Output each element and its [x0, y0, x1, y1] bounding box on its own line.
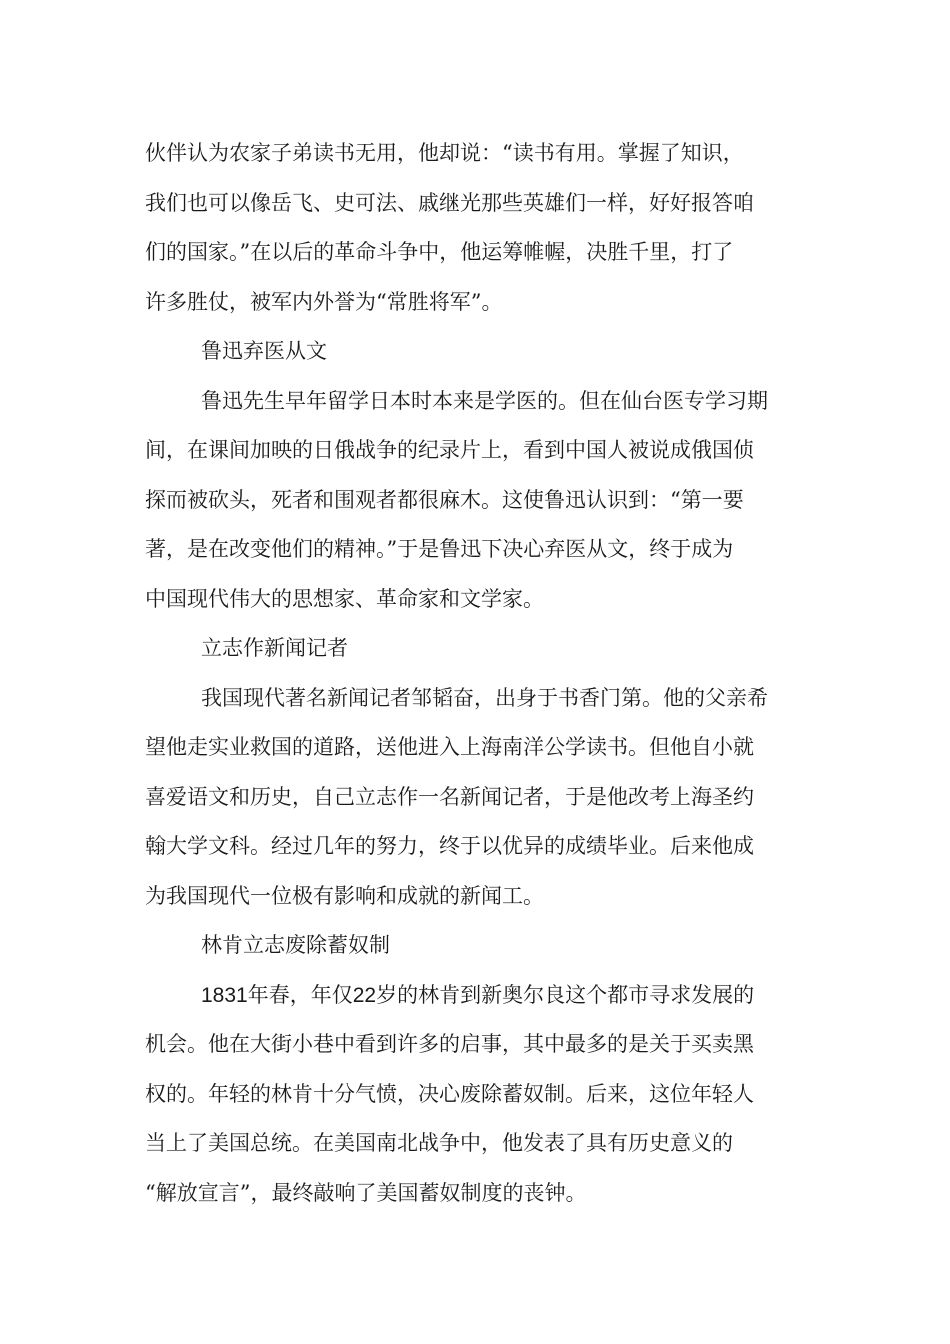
text-line: 著，是在改变他们的精神。”于是鲁迅下决心弃医从文，终于成为	[145, 537, 734, 561]
text-fragment: 年春，年仅	[247, 982, 353, 1007]
text-line: 为我国现代一位极有影响和成就的新闻工。	[145, 883, 544, 908]
text-line: 许多胜仗，被军内外誉为“常胜将军”。	[145, 289, 503, 314]
year-number: 1831	[201, 983, 248, 1007]
section-heading-luxun: 鲁迅弃医从文	[201, 339, 327, 363]
text-line: 翰大学文科。经过几年的努力，终于以优异的成绩毕业。后来他成	[145, 834, 754, 858]
text-line: 机会。他在大街小巷中看到许多的启事，其中最多的是关于买卖黑	[145, 1032, 754, 1056]
text-line: 们的国家。”在以后的革命斗争中，他运筹帷幄，决胜千里，打了	[145, 240, 734, 264]
text-line: 伙伴认为农家子弟读书无用，他却说：“读书有用。掌握了知识，	[145, 141, 744, 165]
text-line	[145, 971, 815, 1021]
text-line: 中国现代伟大的思想家、革命家和文学家。	[145, 586, 544, 611]
paragraph-journalist	[145, 674, 815, 922]
paragraph-luxun	[145, 377, 815, 625]
text-line: “解放宣言”，最终敲响了美国蓄奴制度的丧钟。	[145, 1180, 587, 1205]
text-line: 探而被砍头，死者和围观者都很麻木。这使鲁迅认识到：“第一要	[145, 487, 744, 512]
document-body	[145, 129, 815, 1218]
text-line: 望他走实业救国的道路，送他进入上海南洋公学读书。但他自小就	[145, 735, 754, 759]
text-line: 鲁迅先生早年留学日本时本来是学医的。但在仙台医专学习期	[201, 388, 768, 413]
text-line: 间，在课间加映的日俄战争的纪录片上，看到中国人被说成俄国侦	[145, 438, 754, 462]
text-line: 喜爱语文和历史，自己立志作一名新闻记者，于是他改考上海圣约	[145, 784, 754, 809]
section-heading-lincoln: 林肯立志废除蓄奴制	[201, 933, 390, 957]
text-line: 当上了美国总统。在美国南北战争中，他发表了具有历史意义的	[145, 1131, 733, 1155]
text-line: 我们也可以像岳飞、史可法、戚继光那些英雄们一样，好好报答咱	[145, 190, 754, 215]
text-line: 我国现代著名新闻记者邹韬奋，出身于书香门第。他的父亲希	[201, 685, 768, 710]
text-fragment: 岁的林肯到新奥尔良这个都市寻求发展的	[376, 982, 755, 1007]
paragraph-lincoln	[145, 971, 815, 1219]
text-line: 权的。年轻的林肯十分气愤，决心废除蓄奴制。后来，这位年轻人	[145, 1081, 754, 1106]
section-heading-journalist: 立志作新闻记者	[201, 636, 348, 660]
paragraph-continuation	[145, 129, 815, 327]
age-number: 22	[352, 983, 377, 1007]
